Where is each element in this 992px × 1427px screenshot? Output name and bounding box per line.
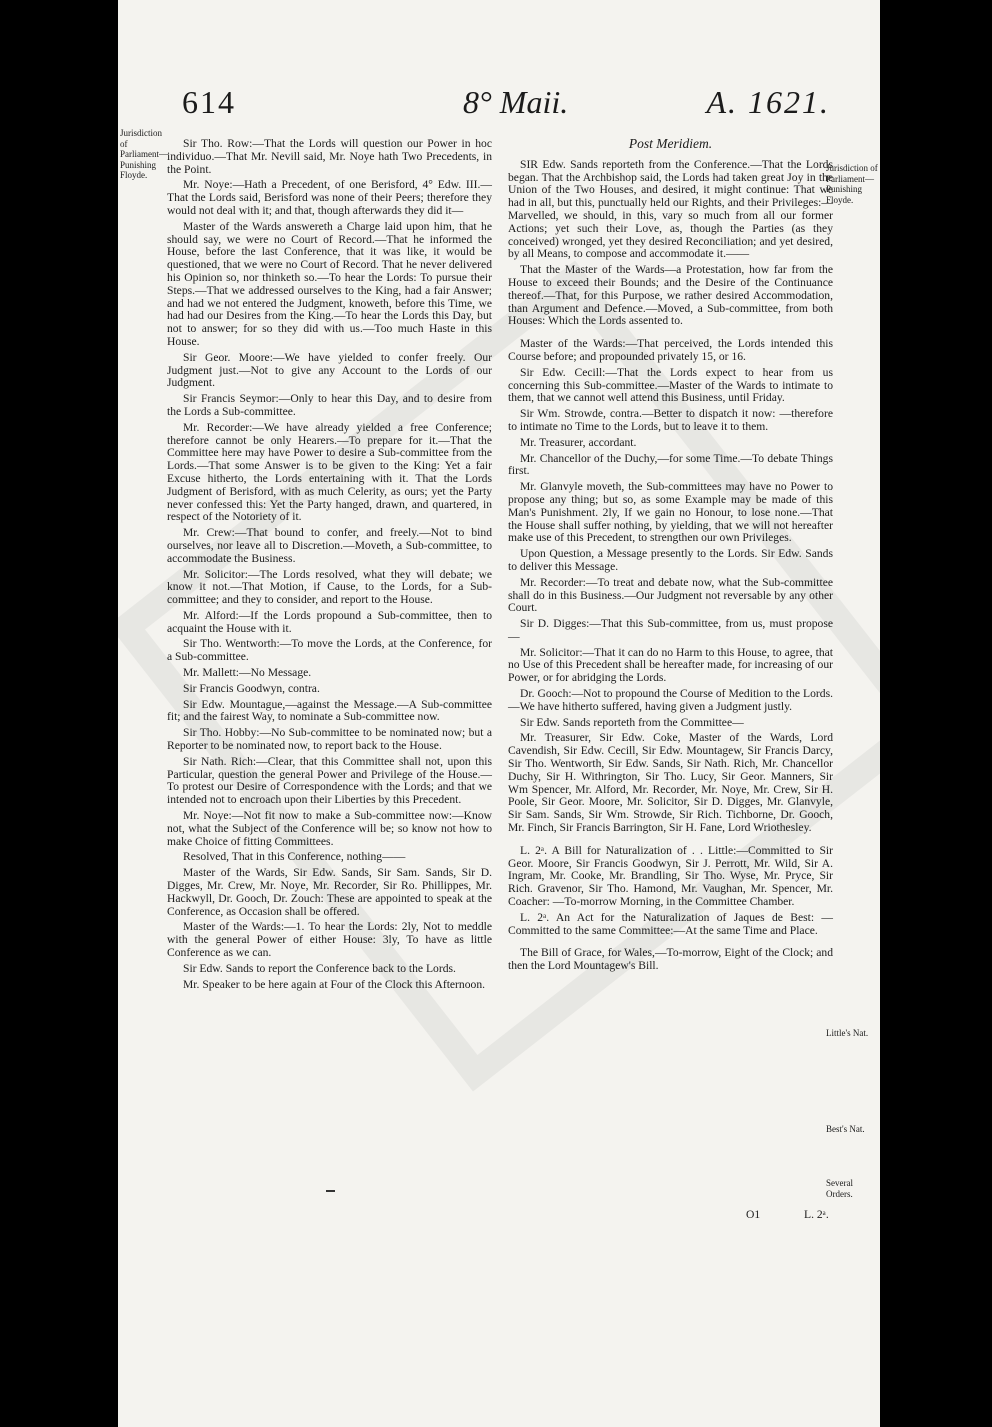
paragraph: Sir Francis Goodwyn, contra. (183, 681, 320, 695)
paragraph: Sir Geor. Moore:—We have yielded to confer freely. Our Judgment just.—Not to give any Account to the Lords of our Judgment. (167, 350, 492, 390)
page-date: 8° Maii. (463, 84, 569, 120)
paragraph: L. 2ᵃ. A Bill for Naturalization of . . Little:—Committed to Sir Geor. Moore, Sir Francis Goodwyn, Sir J. Perrott, Mr. Wild, Sir A. Ingram, Mr. Cooke, Mr. Brandling, Sir Tho. Wyse, Mr. Pryce, Sir Rich. Gravenor, Sir Tho. Hamond, Mr. Vaughan, Mr. Spencer, Mr. Coacher: —To-morrow Morning, in the Committee Chamber. (508, 843, 833, 909)
paragraph: Mr. Solicitor:—That it can do no Harm to this House, to agree, that no Use of this Precedent shall be hereafter made, for increasing of our Power, or for abridging the Lords. (508, 645, 833, 685)
paragraph: Mr. Mallett:—No Message. (183, 666, 312, 680)
paragraph: Sir D. Digges:—That this Sub-committee, from us, must propose— (508, 617, 833, 643)
paragraph: Master of the Wards answereth a Charge laid upon him, that he should say, we were no Court of Record.—That he informed the House, before the last Conference, that it was like, it would be questioned, that we were no Court of Record. That he never delivered his Opinion so, nor thinketh so.—To hear the Lords: To pursue their Steps.—That we addressed ourselves to the King, had a fair Answer; and had we not entered the Judgment, knoweth, before this Time, we had had our Desires from the King.—To hear the Lords this Day, but not to answer; for so they did with us.—Too much Haste in this House. (167, 219, 492, 348)
end-rule (326, 1190, 335, 1192)
paragraph: Sir Wm. Strowde, contra.—Better to dispatch it now: —therefore to intimate no Time to the Lords, but to leave it to them. (508, 407, 833, 433)
paragraph: The Bill of Grace, for Wales,—To-morrow, Eight of the Clock; and then the Lord Mountagew's Bill. (508, 946, 833, 973)
paragraph: Mr. Crew:—That bound to confer, and freely.—Not to bind ourselves, nor leave all to Discretion.—Moveth, a Sub-committee, to accommodate the Business. (167, 526, 492, 565)
margin-note-right-best: Best's Nat. (826, 1124, 865, 1134)
paragraph: That the Master of the Wards—a Protestation, how far from the House to exceed their Bounds; and the Desire of the Continuance thereof.—That, for this Purpose, we rather desired Accommodation, than Argument and Defence.—Moved, a Sub-committee, from both Houses: Which the Lords assented to. (508, 263, 833, 328)
page-number: 614 (182, 84, 236, 120)
page-year: A. 1621. (706, 84, 830, 120)
paragraph: Mr. Chancellor of the Duchy,—for some Time.—To debate Things first. (508, 451, 833, 478)
right-column (508, 138, 833, 976)
left-column (167, 138, 492, 994)
paragraph: Mr. Glanvyle moveth, the Sub-committees may have no Power to propose any thing; but so, as some Example may be made of this Man's Punishment. 2ly, If we gain no Honour, to lose none.—That the House shall suffer nothing, by yielding, that we will not hereafter make use of this Precedent, to strengthen our own Privileges. (508, 480, 833, 545)
paragraph: Sir Edw. Mountague,—against the Message.—A Sub-committee fit; and the fairest Way, to nominate a Sub-committee now. (167, 697, 492, 724)
paragraph: SIR Edw. Sands reporteth from the Conference.—That the Lords began. That the Archbishop said, the Lords had taken great Joy in the Union of the Two Houses, and desired, it might continue: That we had in all, but this, punctually held our Rights, and their Privileges:—Marvelled, we should, in this, vary so much from all our former Actions; yet such their Love, as, though the Parties (as they conceived) wronged, yet they desired Reconciliation; and yet desired, by all Means, to compose and accommodate it.—— (508, 157, 833, 261)
margin-note-right-orders: Several Orders. (826, 1178, 853, 1199)
paragraph: Sir Edw. Sands to report the Conference back to the Lords. (183, 961, 456, 975)
paragraph: Mr. Treasurer, accordant. (520, 435, 637, 449)
signature-mark: O1 (746, 1208, 761, 1221)
paragraph: Sir Tho. Hobby:—No Sub-committee to be nominated now; but a Reporter to be nominated now, to report back to the House. (167, 726, 492, 753)
paragraph: Mr. Speaker to be here again at Four of the Clock this Afternoon. (183, 977, 486, 991)
page-header (118, 84, 880, 128)
paragraph: Upon Question, a Message presently to the Lords. Sir Edw. Sands to deliver this Message. (508, 547, 833, 573)
paragraph: Sir Francis Seymor:—Only to hear this Day, and to desire from the Lords a Sub-committee. (167, 392, 492, 418)
paragraph: Mr. Alford:—If the Lords propound a Sub-committee, then to acquaint the House with it. (167, 608, 492, 635)
paragraph: Mr. Noye:—Not fit now to make a Sub-committee now:—Know not, what the Subject of the Conference will be; so know not how to make Choice of fitting Committees. (167, 809, 492, 848)
paragraph: Master of the Wards:—That perceived, the Lords intended this Course before; and propounded privately 15, or 16. (508, 337, 833, 363)
margin-note-right-jurisdiction: Jurisdiction of Parliament—Punishing Floyde. (826, 163, 878, 205)
catchword: L. 2ᵃ. (804, 1208, 829, 1221)
paragraph: Mr. Noye:—Hath a Precedent, of one Berisford, 4° Edw. III.—That the Lords said, Berisford was none of their Peers; therefore they would not deal with it; and that, though afterwards they did it— (167, 178, 492, 217)
paragraph: Mr. Treasurer, Sir Edw. Coke, Master of the Wards, Lord Cavendish, Sir Edw. Cecill, Sir Edw. Mountagew, Sir Francis Darcy, Sir Tho. Wentworth, Sir Edw. Sands, Sir Nath. Rich, Mr. Chancellor Duchy, Sir H. Withrington, Sir Tho. Lucy, Sir Geor. Manners, Sir Wm Spencer, Mr. Alford, Mr. Recorder, Mr. Noye, Mr. Crew, Sir H. Poole, Sir Geor. Moore, Mr. Solicitor, Sir D. Digges, Mr. Glanvyle, Sir Sam. Sands, Sir Wm. Strowde, Sir Rich. Tichborne, Dr. Gooch, Mr. Finch, Sir Francis Barrington, Sir H. Fane, Lord Wriothesley. (508, 731, 833, 835)
margin-note-left: Jurisdiction of Parliament—Punishing Floyde. (120, 128, 168, 180)
paragraph: Resolved, That in this Conference, nothing—— (183, 850, 406, 864)
margin-note-right-little: Little's Nat. (826, 1028, 869, 1038)
paragraph: Dr. Gooch:—Not to propound the Course of Medition to the Lords.—We have hitherto suffered, having given a Judgment justly. (508, 687, 833, 713)
paragraph: Mr. Recorder:—To treat and debate now, what the Sub-committee shall do in this Business.—Our Judgment not reversable by any other Court. (508, 575, 833, 615)
section-heading: Post Meridiem. (628, 136, 713, 151)
paragraph: Mr. Recorder:—We have already yielded a free Conference; therefore cannot be only Hearers.—To prepare for it.—That the Committee here may have Power to desire a Sub-committee from the Lords.—That some Answer is to be given to the King: Yet a fair Excuse hitherto, the Lords entertaining with it. That the Lords Judgment of Berisford, with as much Celerity, as ours; yet the Party never confessed this: Yet the Party hanged, drawn, and quartered, in respect of the Notoriety of it. (167, 420, 492, 524)
paragraph: Sir Tho. Wentworth:—To move the Lords, at the Conference, for a Sub-committee. (167, 637, 492, 664)
paragraph: Master of the Wards, Sir Edw. Sands, Sir Sam. Sands, Sir D. Digges, Mr. Crew, Mr. Noye, Mr. Recorder, Sir Ro. Phillippes, Mr. Hackwyll, Dr. Gooch, Dr. Zouch: These are appointed to speak at the Conference, as Occasion shall be offered. (167, 866, 492, 918)
paragraph: Mr. Solicitor:—The Lords resolved, what they will debate; we know it not.—That Motion, if Cause, to the Lords, for a Sub-committee; and they to consider, and report to the House. (167, 567, 492, 607)
paragraph: L. 2ᵃ. An Act for the Naturalization of Jaques de Best: —Committed to the same Committee:—At the same Time and Place. (508, 910, 833, 937)
paragraph: Master of the Wards:—1. To hear the Lords: 2ly, Not to meddle with the general Power of either House: 3ly, To have as little Conference as we can. (167, 920, 492, 960)
right-paragraphs (508, 159, 833, 973)
book-page (118, 0, 880, 1427)
paragraph: Sir Edw. Cecill:—That the Lords expect to hear from us concerning this Sub-committee.—Master of the Wards to intimate to them, that we cannot well attend this Business, until Friday. (508, 365, 833, 405)
paragraph: Sir Edw. Sands reporteth from the Committee— (520, 715, 744, 729)
paragraph: Sir Nath. Rich:—Clear, that this Committee shall not, upon this Particular, question the general Power and Privilege of the House.—To protest our Desire of Correspondence with the Lords; and that we intended not to encroach upon their Liberties by this Precedent. (167, 754, 492, 807)
paragraph: Sir Tho. Row:—That the Lords will question our Power in hoc individuo.—That Mr. Nevill said, Mr. Noye hath Two Precedents, in the Point. (167, 137, 492, 176)
